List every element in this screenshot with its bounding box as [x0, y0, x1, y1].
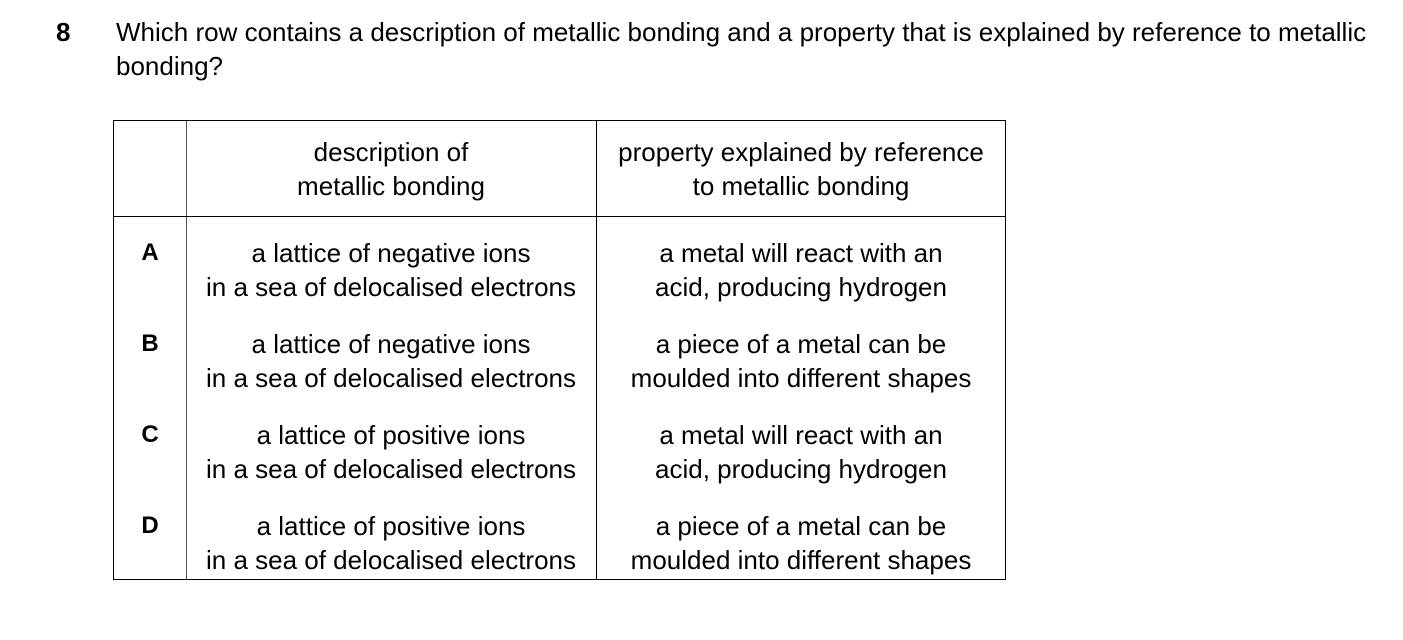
property-line2: moulded into different shapes: [630, 545, 972, 575]
table-row: [114, 327, 1005, 418]
description-cell: [186, 418, 596, 486]
description-line1: a lattice of negative ions: [251, 238, 531, 268]
description-cell: [186, 236, 596, 304]
description-cell: [186, 509, 596, 577]
property-cell: [596, 509, 1006, 577]
property-line2: moulded into different shapes: [630, 363, 972, 393]
description-line1: a lattice of negative ions: [251, 329, 531, 359]
property-line1: a piece of a metal can be: [655, 511, 947, 541]
description-line2: in a sea of delocalised electrons: [205, 454, 576, 484]
table-row: [114, 509, 1005, 600]
header-property: [596, 135, 1006, 203]
question-number: 8: [56, 17, 71, 47]
row-label: C: [141, 421, 159, 448]
header-property-line1: property explained by reference: [618, 137, 984, 167]
property-line1: a metal will react with an: [659, 420, 943, 450]
table-row: [114, 236, 1005, 327]
row-label: B: [141, 330, 159, 357]
header-description: [186, 135, 596, 203]
table-row: [114, 418, 1005, 509]
property-cell: [596, 418, 1006, 486]
description-line2: in a sea of delocalised electrons: [205, 545, 576, 575]
header-property-line2: to metallic bonding: [692, 171, 910, 201]
row-label: A: [141, 239, 159, 266]
property-cell: [596, 236, 1006, 304]
description-line1: a lattice of positive ions: [256, 511, 526, 541]
property-cell: [596, 327, 1006, 395]
question-text: Which row contains a description of metallic bonding and a property that is explained by reference to metallic bonding?: [116, 17, 1367, 81]
property-line1: a piece of a metal can be: [655, 329, 947, 359]
description-line1: a lattice of positive ions: [256, 420, 526, 450]
answer-table: [113, 120, 1006, 580]
description-cell: [186, 327, 596, 395]
table-header: [114, 121, 1005, 217]
description-line2: in a sea of delocalised electrons: [205, 363, 576, 393]
row-label: D: [141, 512, 159, 539]
property-line2: acid, producing hydrogen: [655, 272, 947, 302]
property-line1: a metal will react with an: [659, 238, 943, 268]
property-line2: acid, producing hydrogen: [655, 454, 947, 484]
header-description-line1: description of: [313, 137, 469, 167]
description-line2: in a sea of delocalised electrons: [205, 272, 576, 302]
header-description-line2: metallic bonding: [297, 171, 485, 201]
